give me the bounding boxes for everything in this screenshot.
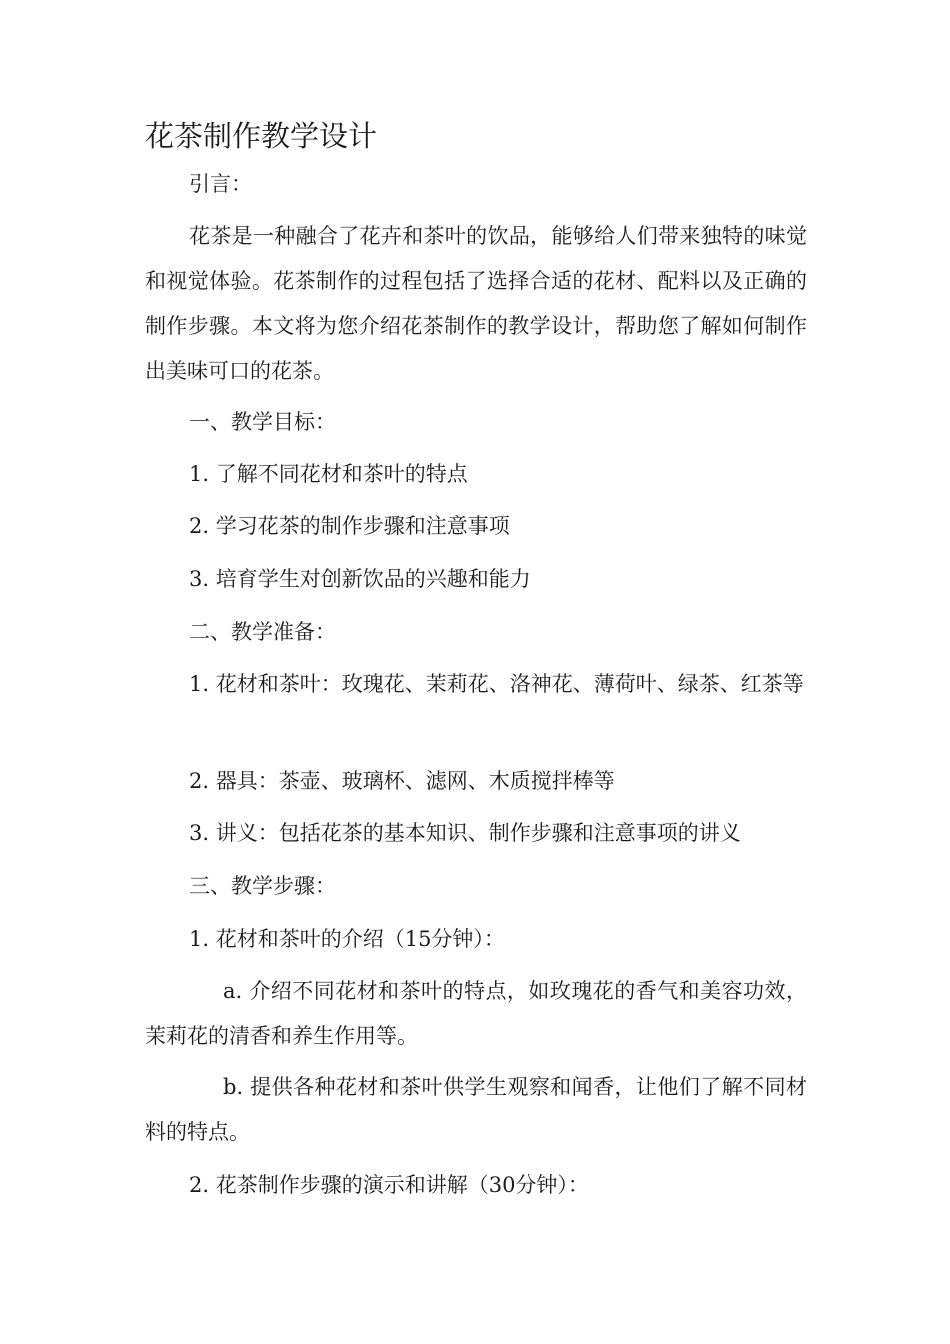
preparation-item-1: 1. 花材和茶叶：玫瑰花、茉莉花、洛神花、薄荷叶、绿茶、红茶等 xyxy=(189,672,804,696)
intro-paragraph: 花茶是一种融合了花卉和茶叶的饮品，能够给人们带来独特的味觉和视觉体验。花茶制作的过程包括了选择合适的花材、配料以及正确的制作步骤。本文将为您介绍花茶制作的教学设计，帮助您了解如何制作出美味可口的花茶。 xyxy=(145,224,807,383)
intro-heading: 引言： xyxy=(189,172,252,196)
goal-item-3: 3. 培育学生对创新饮品的兴趣和能力 xyxy=(189,567,531,591)
step-item-1: 1. 花材和茶叶的介绍（15分钟）： xyxy=(189,927,505,951)
section-heading-preparation: 二、教学准备： xyxy=(189,620,336,644)
preparation-item-3: 3. 讲义：包括花茶的基本知识、制作步骤和注意事项的讲义 xyxy=(189,821,741,845)
preparation-item-2: 2. 器具：茶壶、玻璃杯、滤网、木质搅拌棒等 xyxy=(189,769,615,793)
step-1-sub-b: b. 提供各种花材和茶叶供学生观察和闻香，让他们了解不同材料的特点。 xyxy=(145,1075,807,1144)
goal-item-2: 2. 学习花茶的制作步骤和注意事项 xyxy=(189,514,510,538)
goal-item-1: 1. 了解不同花材和茶叶的特点 xyxy=(189,462,468,486)
section-heading-steps: 三、教学步骤： xyxy=(189,874,336,898)
section-heading-goals: 一、教学目标： xyxy=(189,410,336,434)
document-title: 花茶制作教学设计 xyxy=(145,119,378,153)
step-1-sub-a: a. 介绍不同花材和茶叶的特点，如玫瑰花的香气和美容功效，茉莉花的清香和养生作用等。 xyxy=(145,979,807,1048)
step-item-2: 2. 花茶制作步骤的演示和讲解（30分钟）： xyxy=(189,1173,589,1197)
